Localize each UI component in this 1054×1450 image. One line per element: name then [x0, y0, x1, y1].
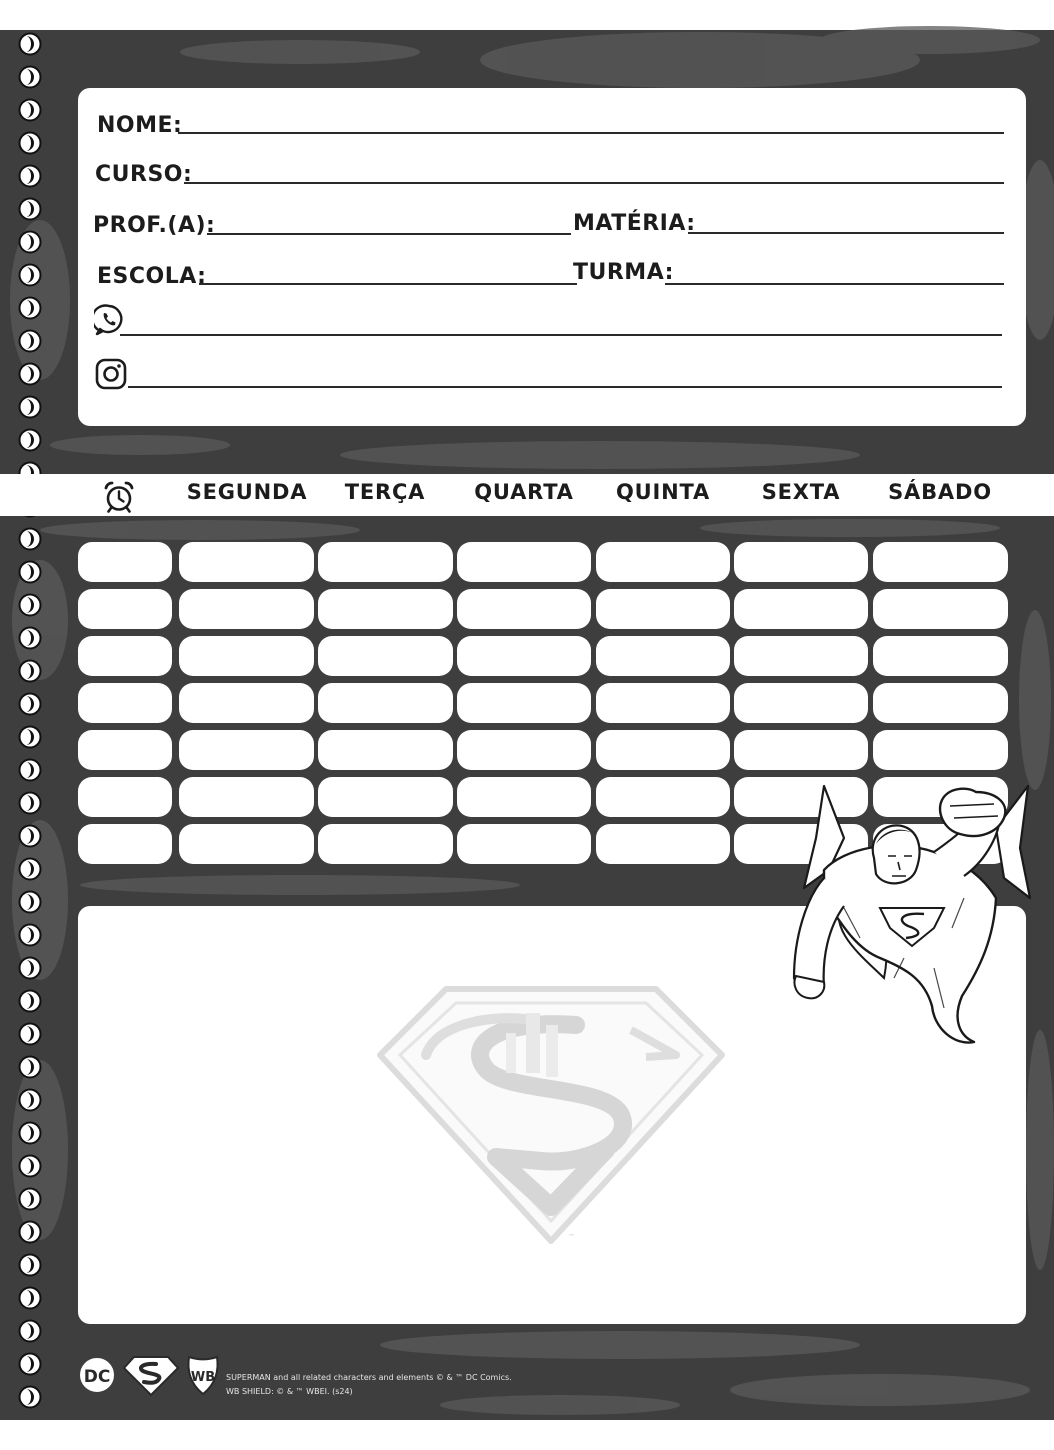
spiral-binding	[10, 30, 50, 1420]
schedule-class-cell[interactable]	[179, 777, 314, 817]
spiral-ring	[20, 265, 41, 286]
superman-shield-watermark	[376, 985, 726, 1245]
spiral-ring	[20, 331, 41, 352]
day-header-sabado: SÁBADO	[888, 480, 992, 504]
spiral-ring	[20, 1288, 41, 1309]
schedule-class-cell[interactable]	[318, 589, 453, 629]
schedule-class-cell[interactable]	[318, 777, 453, 817]
spiral-ring	[20, 793, 41, 814]
spiral-ring	[20, 397, 41, 418]
schedule-class-cell[interactable]	[457, 589, 591, 629]
svg-text:DC: DC	[83, 1367, 111, 1387]
schedule-class-cell[interactable]	[179, 683, 314, 723]
svg-text:WB: WB	[190, 1370, 216, 1385]
schedule-class-cell[interactable]	[734, 542, 868, 582]
spiral-ring	[20, 100, 41, 121]
alarm-clock-icon	[102, 480, 136, 514]
turma-field[interactable]	[665, 283, 1004, 285]
whatsapp-icon	[94, 304, 124, 336]
schedule-class-cell[interactable]	[596, 542, 730, 582]
materia-label: MATÉRIA:	[573, 211, 696, 236]
schedule-class-cell[interactable]	[179, 636, 314, 676]
spiral-ring	[20, 199, 41, 220]
spiral-ring	[20, 661, 41, 682]
schedule-class-cell[interactable]	[873, 730, 1008, 770]
schedule-class-cell[interactable]	[873, 589, 1008, 629]
spiral-ring	[20, 1189, 41, 1210]
schedule-time-cell[interactable]	[78, 683, 172, 723]
spiral-ring	[20, 727, 41, 748]
spiral-ring	[20, 562, 41, 583]
schedule-time-cell[interactable]	[78, 589, 172, 629]
legal-text-line-2: WB SHIELD: © & ™ WBEI. (s24)	[226, 1387, 353, 1396]
spiral-ring	[20, 67, 41, 88]
spiral-ring	[20, 1156, 41, 1177]
schedule-class-cell[interactable]	[596, 683, 730, 723]
nome-field[interactable]	[178, 132, 1004, 134]
schedule-class-cell[interactable]	[873, 542, 1008, 582]
schedule-class-cell[interactable]	[734, 683, 868, 723]
schedule-class-cell[interactable]	[457, 636, 591, 676]
day-header-segunda: SEGUNDA	[186, 480, 308, 504]
schedule-class-cell[interactable]	[318, 636, 453, 676]
instagram-field[interactable]	[128, 386, 1002, 388]
schedule-class-cell[interactable]	[596, 730, 730, 770]
schedule-class-cell[interactable]	[734, 636, 868, 676]
schedule-class-cell[interactable]	[596, 636, 730, 676]
spiral-ring	[20, 1387, 41, 1408]
spiral-ring	[20, 364, 41, 385]
spiral-ring	[20, 958, 41, 979]
schedule-class-cell[interactable]	[318, 542, 453, 582]
superman-shield-logo	[122, 1355, 180, 1397]
schedule-time-cell[interactable]	[78, 824, 172, 864]
schedule-class-cell[interactable]	[596, 589, 730, 629]
spiral-ring	[20, 760, 41, 781]
spiral-ring	[20, 1123, 41, 1144]
materia-field[interactable]	[688, 232, 1004, 234]
prof-label: PROF.(A):	[93, 213, 216, 238]
day-header-quinta: QUINTA	[615, 480, 711, 504]
schedule-class-cell[interactable]	[318, 824, 453, 864]
spiral-ring	[20, 892, 41, 913]
schedule-time-cell[interactable]	[78, 542, 172, 582]
day-header-quarta: QUARTA	[474, 480, 574, 504]
schedule-class-cell[interactable]	[179, 824, 314, 864]
turma-label: TURMA:	[573, 260, 674, 285]
schedule-class-cell[interactable]	[318, 730, 453, 770]
spiral-ring	[20, 1057, 41, 1078]
schedule-class-cell[interactable]	[734, 730, 868, 770]
schedule-time-cell[interactable]	[78, 636, 172, 676]
prof-field[interactable]	[207, 233, 571, 235]
spiral-ring	[20, 859, 41, 880]
schedule-class-cell[interactable]	[457, 683, 591, 723]
spiral-ring	[20, 232, 41, 253]
day-header-sexta: SEXTA	[761, 480, 841, 504]
info-form-panel	[78, 88, 1026, 426]
spiral-ring	[20, 628, 41, 649]
spiral-ring	[20, 1321, 41, 1342]
schedule-class-cell[interactable]	[318, 683, 453, 723]
schedule-class-cell[interactable]	[457, 542, 591, 582]
svg-text:™: ™	[568, 1233, 575, 1241]
superman-illustration	[784, 778, 1040, 1046]
curso-field[interactable]	[184, 182, 1004, 184]
spiral-ring	[20, 1255, 41, 1276]
instagram-icon	[95, 358, 127, 390]
spiral-ring	[20, 166, 41, 187]
wb-shield-logo	[186, 1354, 220, 1396]
spiral-ring	[20, 133, 41, 154]
dc-logo	[77, 1355, 117, 1395]
schedule-class-cell[interactable]	[179, 730, 314, 770]
curso-label: CURSO:	[95, 162, 193, 187]
schedule-class-cell[interactable]	[596, 824, 730, 864]
spiral-ring	[20, 1222, 41, 1243]
schedule-class-cell[interactable]	[457, 824, 591, 864]
spiral-ring	[20, 595, 41, 616]
whatsapp-field[interactable]	[120, 334, 1002, 336]
spiral-ring	[20, 991, 41, 1012]
spiral-ring	[20, 1090, 41, 1111]
schedule-class-cell[interactable]	[873, 683, 1008, 723]
spiral-ring	[20, 34, 41, 55]
schedule-class-cell[interactable]	[734, 589, 868, 629]
schedule-class-cell[interactable]	[179, 589, 314, 629]
spiral-ring	[20, 1024, 41, 1045]
schedule-class-cell[interactable]	[457, 730, 591, 770]
spiral-ring	[20, 298, 41, 319]
spiral-ring	[20, 529, 41, 550]
schedule-class-cell[interactable]	[873, 636, 1008, 676]
schedule-class-cell[interactable]	[596, 777, 730, 817]
spiral-ring	[20, 694, 41, 715]
nome-label: NOME:	[97, 113, 183, 138]
schedule-class-cell[interactable]	[179, 542, 314, 582]
day-header-terca: TERÇA	[344, 480, 426, 504]
spiral-ring	[20, 430, 41, 451]
schedule-time-cell[interactable]	[78, 730, 172, 770]
escola-field[interactable]	[199, 283, 577, 285]
schedule-time-cell[interactable]	[78, 777, 172, 817]
legal-text-line-1: SUPERMAN and all related characters and elements © & ™ DC Comics.	[226, 1373, 512, 1382]
spiral-ring	[20, 925, 41, 946]
escola-label: ESCOLA:	[97, 264, 207, 289]
spiral-ring	[20, 1354, 41, 1375]
schedule-class-cell[interactable]	[457, 777, 591, 817]
spiral-ring	[20, 826, 41, 847]
